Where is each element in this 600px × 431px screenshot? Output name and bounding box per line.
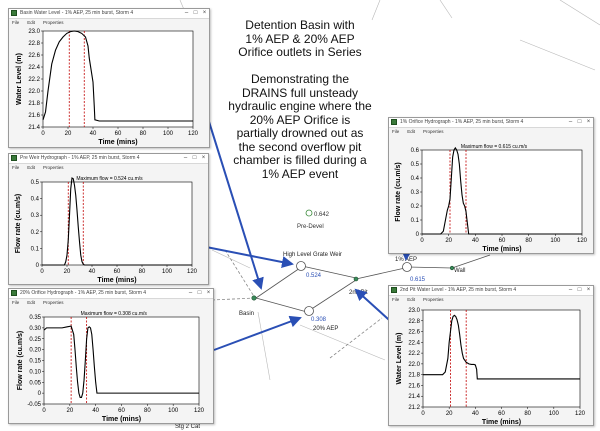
menu-edit[interactable]: Edit [407,297,416,302]
x-tick-label: 80 [143,408,151,414]
annotation-body-line: DRAINS full unsteady [241,85,359,100]
max-flow-label: Maximum flow = 0.524 cu.m/s [76,176,143,182]
minimize-icon[interactable]: – [568,287,573,293]
x-tick-label: 0 [41,131,45,137]
weir-label: High Level Grate Weir [283,252,342,258]
menu-properties[interactable]: Properties [43,165,64,170]
menu-edit[interactable]: Edit [27,20,36,25]
maximize-icon[interactable]: □ [197,290,202,296]
y-tick-label: 0.2 [410,204,419,210]
x-tick-label: 0 [40,269,44,275]
menu-file[interactable]: File [12,20,20,25]
y-tick-label: 0.10 [29,369,41,376]
y-tick-label: 22.4 [408,340,420,347]
x-tick-label: 120 [186,269,198,275]
x-tick-label: 100 [548,411,559,417]
app-icon [391,119,397,125]
app-icon [11,10,17,16]
y-tick-label: -0.05 [27,402,41,408]
plot-area [422,150,582,234]
x-tick-label: 80 [524,411,532,417]
y-tick-label: 21.6 [408,383,420,390]
window-titlebar[interactable] [389,118,593,128]
second-pit-label: 2nd Pit [349,290,368,296]
y-tick-label: 0.3 [410,190,419,196]
y-tick-label: 0.6 [410,148,419,154]
x-tick-label: 40 [92,408,100,414]
menu-properties[interactable]: Properties [423,129,444,134]
app-icon [11,155,17,161]
basin-node[interactable] [252,296,256,300]
annotation-body-line: 20% AEP Orifice is [249,112,351,127]
y-tick-label: 22.0 [28,89,40,95]
app-icon [391,287,397,293]
x-tick-label: 40 [89,131,97,137]
basin-chart [9,27,209,147]
y-axis-label: Water Level (m) [16,53,23,105]
x-tick-label: 20 [64,131,72,137]
x-axis-label: Time (mins) [97,277,137,284]
pre-devel-node[interactable] [306,210,312,216]
plot-area [42,182,192,265]
second-pit-chart-svg [389,304,593,425]
x-tick-label: 80 [525,238,533,244]
orifice-20-node[interactable] [305,307,314,316]
maximize-icon[interactable]: □ [193,10,198,16]
y-tick-label: 0.15 [29,358,41,365]
x-tick-label: 100 [550,238,561,244]
y-tick-label: 0.5 [410,162,419,168]
window-titlebar[interactable] [9,154,208,164]
y-tick-label: 21.4 [28,125,40,131]
y-tick-label: 0.3 [30,213,39,220]
y-tick-label: 0.4 [30,196,39,203]
annotation-title-line: Orifice outlets in Series [238,45,362,59]
y-tick-label: 22.0 [408,361,420,368]
window-title: 2nd Pit Water Level - 1% AEP, 25 min burst, Storm 4 [400,287,517,293]
y-tick-label: 21.4 [408,394,420,401]
window-menubar [389,296,593,303]
annotation-body-line: 1% AEP event [261,166,339,181]
x-tick-label: 80 [139,131,147,137]
menu-edit[interactable]: Edit [407,129,416,134]
y-tick-label: 22.6 [28,53,40,59]
orifice-1-hydrograph-window[interactable] [388,117,594,254]
aep-1-value: 0.615 [410,277,426,283]
menu-properties[interactable]: Properties [43,300,64,305]
window-title: 1% Orifice Hydrograph - 1% AEP, 25 min burst, Storm 4 [400,119,524,125]
y-tick-label: 22.2 [28,77,40,83]
menu-file[interactable]: File [392,129,400,134]
close-icon[interactable]: × [202,10,207,16]
plot-area [43,31,193,127]
y-tick-label: 0.05 [29,380,41,387]
pre-weir-chart [9,172,208,284]
x-tick-label: 0 [421,411,425,417]
orifice-20-chart [9,307,213,423]
x-tick-label: 20 [63,269,71,275]
y-tick-label: 0.1 [30,246,39,253]
pre-weir-chart-svg [9,172,208,284]
x-tick-label: 60 [498,238,506,244]
x-tick-label: 60 [113,269,121,275]
y-tick-label: 22.8 [28,41,40,47]
annotation-body-line: hydraulic engine where the [228,99,372,113]
second-pit-water-level-window[interactable] [388,285,594,426]
second-pit-node[interactable] [354,277,358,281]
x-tick-label: 120 [576,238,588,244]
y-tick-label: 22.2 [408,351,420,358]
window-title: Pre Weir Hydrograph - 1% AEP, 25 min burst, Storm 4 [20,155,140,161]
minimize-icon[interactable]: – [188,290,193,296]
close-icon[interactable]: × [586,287,591,293]
y-tick-label: 22.6 [408,329,420,336]
window-menubar [389,128,593,135]
annotation-title-line: 1% AEP & 20% AEP [245,31,355,46]
orifice-1-chart [389,136,593,253]
y-tick-label: 0.35 [29,315,41,321]
orifice-1-chart-svg [389,136,593,253]
app-icon [11,290,17,296]
x-tick-label: 40 [88,269,96,275]
y-tick-label: 21.8 [408,372,420,379]
plot-area [44,317,199,404]
y-tick-label: 0 [35,263,39,269]
window-titlebar[interactable] [9,289,213,299]
max-flow-label: Maximum flow = 0.615 cu.m/s [460,144,528,150]
x-tick-label: 60 [114,131,122,137]
orifice-20-chart-svg [9,307,213,423]
pre-devel-label: Pre-Devel [297,224,324,230]
close-icon[interactable]: × [206,290,211,296]
y-tick-label: 23.0 [408,308,420,314]
x-axis-label: Time (mins) [98,139,138,146]
maximize-icon[interactable]: □ [577,119,582,125]
y-axis-label: Flow rate (cu.m/s) [15,193,22,254]
window-title: 20% Orifice Hydrograph - 1% AEP, 25 min burst, Storm 4 [20,290,147,296]
menu-file[interactable]: File [12,165,20,170]
aep-1-label: 1% AEP [395,257,418,263]
weir-node[interactable] [297,262,306,271]
basin-water-level-window[interactable] [8,8,210,148]
basin-label: Basin [239,311,255,317]
x-tick-label: 60 [118,408,125,414]
y-tick-label: 0.30 [29,325,41,332]
wall-label: Wall [454,268,466,274]
y-tick-label: 0 [37,391,41,398]
catchment-label: Stg 2 Cat [175,424,201,430]
x-tick-label: 0 [42,408,46,414]
x-axis-label: Time (mins) [101,416,142,423]
orifice-1-node[interactable] [403,263,412,272]
x-tick-label: 20 [445,411,453,417]
minimize-icon[interactable]: – [183,155,188,161]
x-tick-label: 120 [193,408,205,414]
y-tick-label: 23.0 [28,29,40,35]
window-title: Basin Water Level - 1% AEP, 25 min burst, Storm 4 [20,10,134,16]
y-tick-label: 21.6 [28,113,40,119]
basin-chart-svg [9,27,209,147]
annotation-body-line: partially drowned out as [236,126,364,140]
window-titlebar[interactable] [389,286,593,296]
menu-properties[interactable]: Properties [43,20,64,25]
maximize-icon[interactable]: □ [192,155,197,161]
annotation-title-line: Detention Basin with [245,18,355,32]
pre-devel-value: 0.642 [314,212,330,218]
x-tick-label: 20 [66,408,74,414]
annotation-title [232,19,368,60]
plot-area [423,310,580,407]
y-tick-label: 0 [415,232,419,238]
x-tick-label: 0 [420,238,424,244]
menu-edit[interactable]: Edit [27,300,36,305]
orifice-20-value: 0.308 [311,317,327,323]
orifice-20-hydrograph-window[interactable] [8,288,214,424]
pre-weir-hydrograph-window[interactable] [8,153,209,285]
y-tick-label: 21.2 [408,405,420,411]
window-titlebar[interactable] [9,9,209,19]
x-tick-label: 60 [498,411,505,417]
maximize-icon[interactable]: □ [577,287,582,293]
y-tick-label: 21.8 [28,101,40,107]
weir-value: 0.524 [306,273,322,279]
x-tick-label: 100 [162,131,174,137]
x-tick-label: 20 [445,238,453,244]
y-tick-label: 22.4 [28,65,40,71]
x-tick-label: 40 [471,238,479,244]
y-axis-label: Flow rate (cu.m/s) [395,162,402,222]
annotation-body-line: the second overflow pit [238,139,362,154]
x-axis-label: Time (mins) [482,246,522,253]
x-tick-label: 80 [138,269,146,275]
y-tick-label: 0.1 [410,218,419,224]
menu-edit[interactable]: Edit [27,165,36,170]
y-tick-label: 0.25 [29,336,41,343]
menu-properties[interactable]: Properties [423,297,444,302]
orifice-20-label: 20% AEP [313,326,339,332]
x-tick-label: 120 [574,411,586,417]
menu-file[interactable]: File [12,300,20,305]
window-menubar [9,164,208,171]
annotation-body [214,73,386,181]
x-tick-label: 100 [168,408,179,414]
x-axis-label: Time (mins) [481,419,522,426]
y-axis-label: Water Level (m) [396,332,403,385]
y-tick-label: 0.4 [410,176,419,182]
minimize-icon[interactable]: – [568,119,573,125]
y-tick-label: 22.8 [408,318,420,325]
x-tick-label: 40 [471,411,479,417]
y-tick-label: 0.2 [30,229,39,236]
close-icon[interactable]: × [586,119,591,125]
second-pit-chart [389,304,593,425]
menu-file[interactable]: File [392,297,400,302]
y-tick-label: 0.20 [29,347,41,354]
window-menubar [9,19,209,26]
x-tick-label: 100 [161,269,173,275]
minimize-icon[interactable]: – [184,10,189,16]
annotation-body-line: Demonstrating the [250,72,350,86]
x-tick-label: 120 [187,131,199,137]
window-menubar [9,299,213,306]
y-axis-label: Flow rate (cu.m/s) [17,330,24,391]
max-flow-label: Maximum flow = 0.308 cu.m/s [80,311,147,317]
annotation-body-line: chamber is filled during a [233,153,367,167]
y-tick-label: 0.5 [30,180,39,186]
close-icon[interactable]: × [201,155,206,161]
